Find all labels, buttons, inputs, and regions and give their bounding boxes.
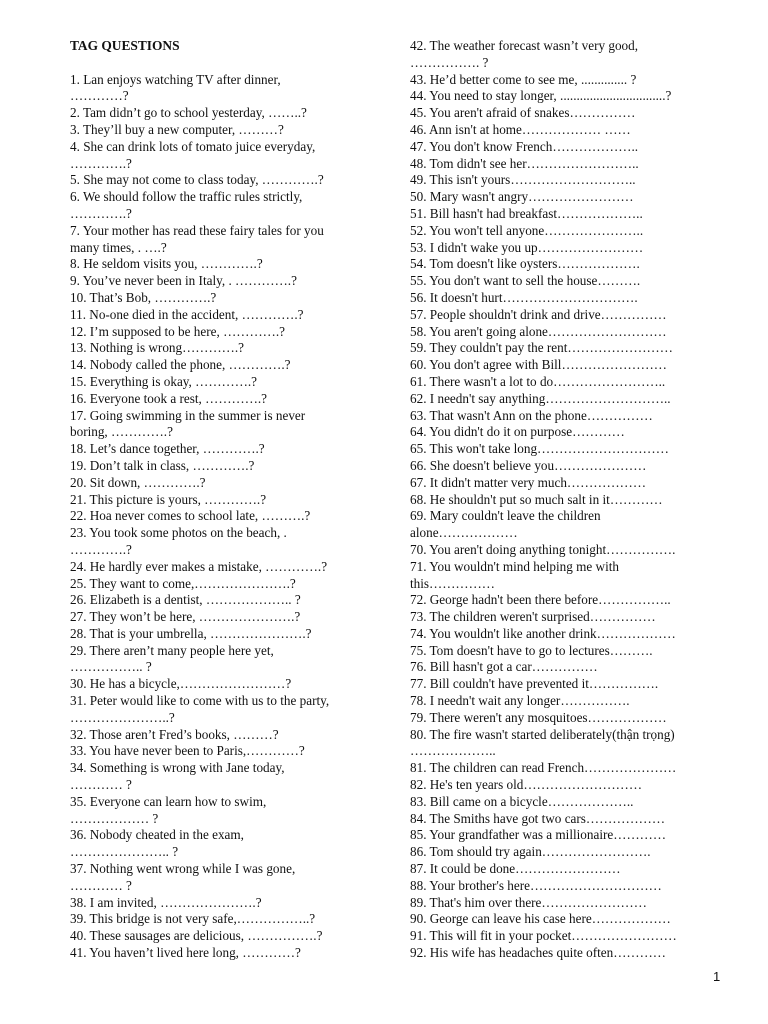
question-item: 29. There aren’t many people here yet, …………….. ? [70,642,274,675]
question-item: 20. Sit down, ………….? [70,474,206,490]
question-item: 32. Those aren’t Fred’s books, ………? [70,726,279,742]
question-item: 74. You wouldn't like another drink……………… [410,625,676,641]
question-item: 30. He has a bicycle,……………………? [70,676,292,692]
question-item: 55. You don't want to sell the house………. [410,273,641,289]
question-item: 13. Nothing is wrong………….? [70,340,244,356]
question-item: 51. Bill hasn't had breakfast……………….. [410,205,643,221]
question-item: 56. It doesn't hurt…………………………. [410,289,638,305]
question-item: 2. Tam didn’t go to school yesterday, ……..? [70,105,307,121]
question-item: 53. I didn't wake you up…………………… [410,239,644,255]
question-item: 25. They want to come,………………….? [70,575,296,591]
question-item: 44. You need to stay longer, ................................? [410,88,672,104]
question-item: 17. Going swimming in the summer is never boring, ………….? [70,407,306,440]
question-item: 65. This won't take long………………………… [410,441,669,457]
question-item: 92. His wife has headaches quite often………… [410,945,666,961]
question-item: 70. You aren't doing anything tonight……………. [410,541,676,557]
question-item: 87. It could be done…………………… [410,861,621,877]
question-item: 90. George can leave his case here……………… [410,911,671,927]
question-item: 11. No-one died in the accident, ………….? [70,306,304,322]
question-item: 40. These sausages are delicious, …………….? [70,928,323,944]
question-item: 26. Elizabeth is a dentist, ……………….. ? [70,592,301,608]
question-item: 14. Nobody called the phone, ………….? [70,357,291,373]
question-item: 6. We should follow the traffic rules strictly, ………….? [70,189,303,221]
question-item: 88. Your brother's here………………………… [410,877,662,893]
question-item: 50. Mary wasn't angry…………………… [410,189,634,205]
question-item: 39. This bridge is not very safe,……………..? [70,911,316,927]
question-item: 19. Don’t talk in class, ………….? [70,457,255,473]
question-item: 16. Everyone took a rest, ………….? [70,390,268,406]
question-item: 1. Lan enjoys watching TV after dinner, …………? [70,71,281,104]
question-item: 24. He hardly ever makes a mistake, ………….? [70,558,328,574]
question-item: 89. That's him over there…………………… [410,894,647,910]
question-item: 9. You’ve never been in Italy, . ………….? [70,273,297,289]
question-item: 47. You don't know French……………….. [410,138,639,154]
question-item: 27. They won’t be here, ………………….? [70,609,301,625]
question-item: 28. That is your umbrella, ………………….? [70,625,312,641]
question-item: 66. She doesn't believe you………………… [410,457,647,473]
question-item: 7. Your mother has read these fairy tales for you many times, . ….? [70,222,324,255]
question-item: 42. The weather forecast wasn’t very good, ……………. ? [410,38,639,70]
question-item: 45. You aren't afraid of snakes…………… [410,105,636,121]
question-item: 86. Tom should try again……………………. [410,844,651,860]
question-item: 31. Peter would like to come with us to the party, …………………..? [70,693,330,725]
question-item: 36. Nobody cheated in the exam, ………………….. ? [70,827,244,860]
question-item: 35. Everyone can learn how to swim, ……………… ? [70,793,267,826]
question-item: 72. George hadn't been there before…………….. [410,592,671,608]
question-item: 22. Hoa never comes to school late, ……….? [70,508,311,524]
question-item: 18. Let’s dance together, ………….? [70,441,265,457]
question-item: 84. The Smiths have got two cars……………… [410,810,666,826]
question-item: 76. Bill hasn't got a car…………… [410,659,598,675]
left-column [70,38,392,962]
question-item: 21. This picture is yours, ………….? [70,491,267,507]
question-item: 81. The children can read French………………… [410,760,677,776]
question-item: 60. You don't agree with Bill…………………… [410,357,667,373]
question-item: 61. There wasn't a lot to do…………………….. [410,373,666,389]
question-item: 68. He shouldn't put so much salt in it………… [410,491,663,507]
question-item: 34. Something is wrong with Jane today, ………… ? [70,760,285,793]
question-list-left [70,72,392,962]
question-item: 23. You took some photos on the beach, . ………….? [70,525,287,557]
question-item: 38. I am invited, ………………….? [70,894,262,910]
question-item: 3. They’ll buy a new computer, ………? [70,121,284,137]
question-item: 69. Mary couldn't leave the children alone……………… [410,508,601,541]
question-item: 59. They couldn't pay the rent…………………… [410,340,673,356]
question-item: 62. I needn't say anything……………………….. [410,390,671,406]
question-item: 67. It didn't matter very much……………… [410,474,647,490]
question-item: 15. Everything is okay, ………….? [70,373,258,389]
question-item: 58. You aren't going alone……………………… [410,323,667,339]
question-list-right [410,38,736,962]
question-item: 37. Nothing went wrong while I was gone, ………… ? [70,861,296,893]
question-item: 41. You haven’t lived here long, …………? [70,945,301,961]
question-item: 91. This will fit in your pocket…………………… [410,928,677,944]
question-item: 64. You didn't do it on purpose………… [410,424,625,440]
question-item: 43. He’d better come to see me, .............. ? [410,71,637,87]
question-item: 75. Tom doesn't have to go to lectures………. [410,642,653,658]
question-item: 77. Bill couldn't have prevented it……………. [410,676,659,692]
question-item: 82. He's ten years old……………………… [410,777,643,793]
question-item: 80. The fire wasn't started deliberately(thận trọng) ……………….. [410,726,675,759]
question-item: 49. This isn't yours……………………….. [410,172,636,188]
question-item: 4. She can drink lots of tomato juice everyday, ………….? [70,138,316,171]
question-item: 85. Your grandfather was a millionaire………… [410,827,667,843]
question-item: 48. Tom didn't see her…………………….. [410,155,639,171]
right-column [410,38,736,962]
question-item: 63. That wasn't Ann on the phone…………… [410,407,653,423]
question-item: 8. He seldom visits you, ………….? [70,256,263,272]
question-item: 54. Tom doesn't like oysters………………. [410,256,640,272]
question-item: 79. There weren't any mosquitoes……………… [410,709,667,725]
question-item: 57. People shouldn't drink and drive…………… [410,306,667,322]
question-item: 83. Bill came on a bicycle……………….. [410,793,634,809]
question-item: 33. You have never been to Paris,…………? [70,743,305,759]
question-item: 71. You wouldn't mind helping me with this…………… [410,558,619,591]
question-item: 52. You won't tell anyone………………….. [410,222,644,238]
question-item: 46. Ann isn't at home……………… …… [410,121,631,137]
page-number: 1 [713,969,721,984]
question-item: 78. I needn't wait any longer……………. [410,693,630,709]
question-item: 10. That’s Bob, ………….? [70,289,217,305]
question-item: 5. She may not come to class today, ………….? [70,172,324,188]
page-title: TAG QUESTIONS [70,38,180,53]
question-item: 73. The children weren't surprised…………… [410,609,656,625]
question-item: 12. I’m supposed to be here, ………….? [70,323,285,339]
